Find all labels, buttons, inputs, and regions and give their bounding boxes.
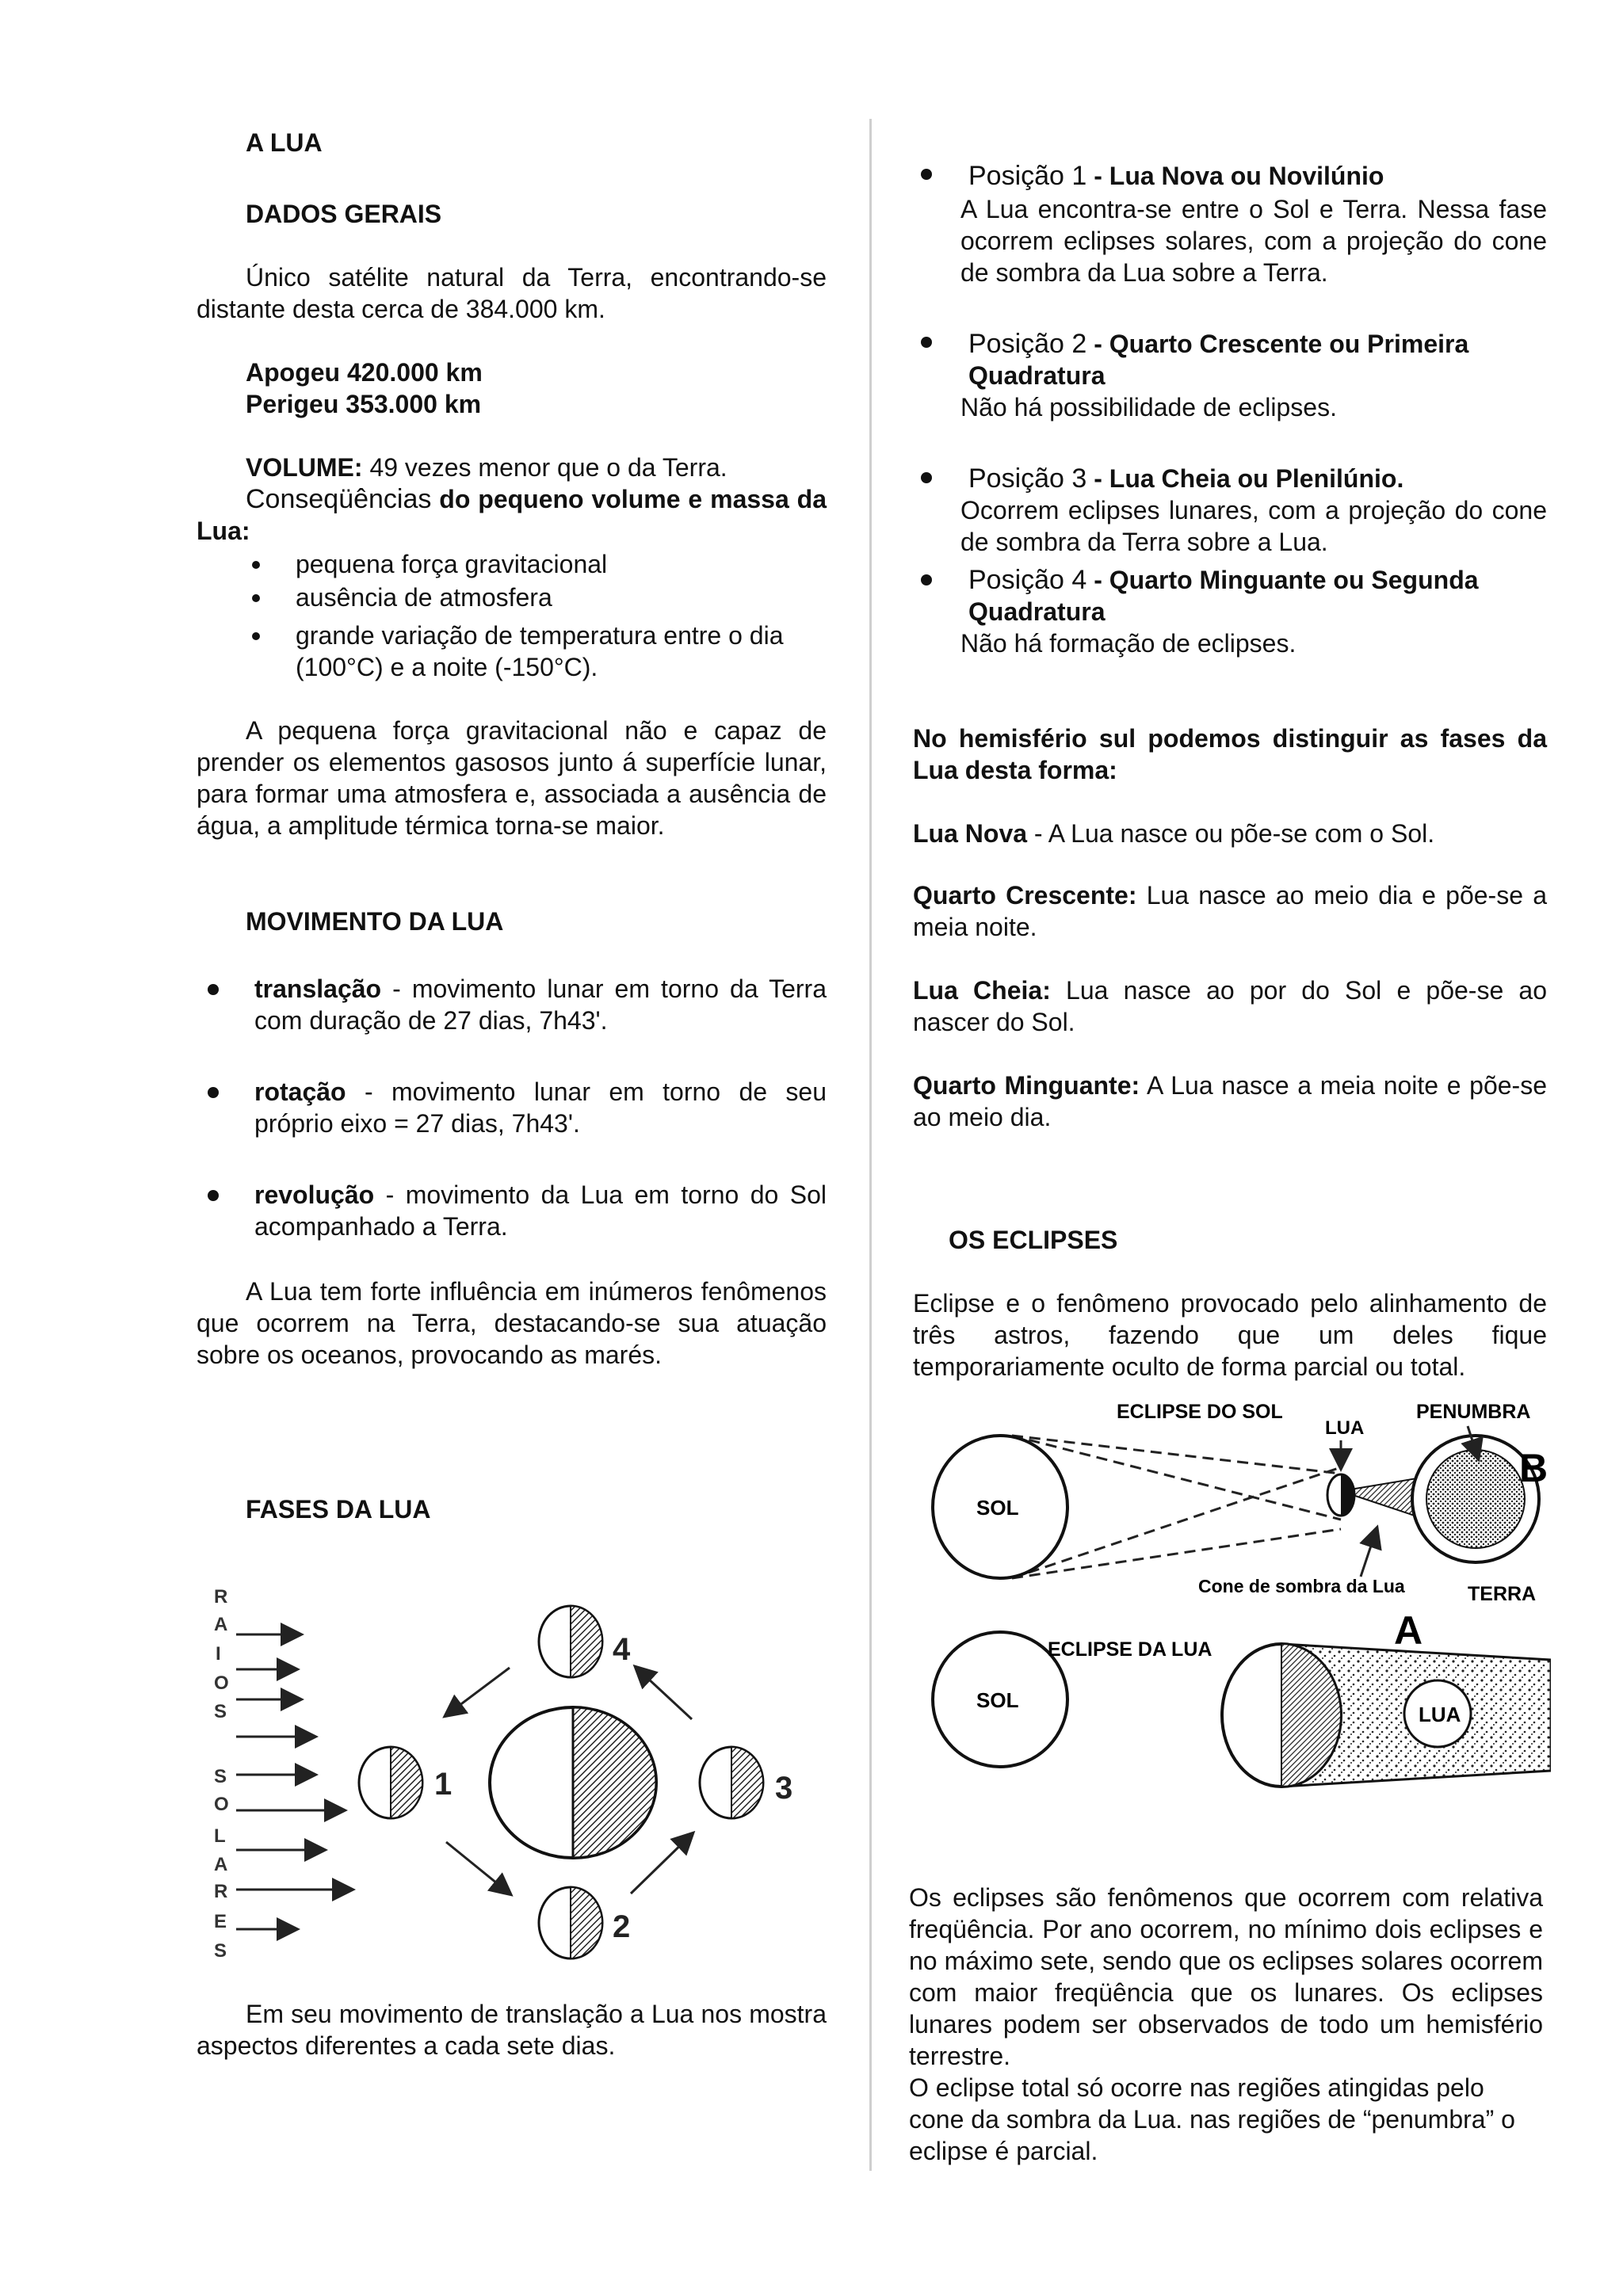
eclipses-intro: Eclipse e o fenômeno provocado pelo alinhamento de três astros, fazendo que um deles fique temporariamente oculto de forma parcial ou total. xyxy=(913,1289,1547,1381)
sun-label: SOL xyxy=(976,1688,1019,1712)
consequencias-line xyxy=(197,483,827,547)
raios-letter: S xyxy=(214,1701,227,1722)
phase-number: 3 xyxy=(775,1771,793,1806)
raios-letter: R xyxy=(214,1881,228,1902)
position-2-text: Não há possibilidade de eclipses. xyxy=(960,393,1337,421)
raios-letter: R xyxy=(214,1586,228,1608)
eclipses-frequency-paragraph: Os eclipses são fenômenos que ocorrem com relativa freqüência. Por ano ocorrem, no mínimo dois eclipses e no máximo sete, sendo que os eclipses solares ocorrem com maior freqüência que os lunares. Os eclipses lunares podem ser observados de todo um hemisfério terrestre. xyxy=(909,1883,1543,2070)
phase-number: 4 xyxy=(613,1632,631,1667)
cone-label: Cone de sombra da Lua xyxy=(1198,1576,1405,1596)
moon-label: LUA xyxy=(1419,1703,1461,1726)
bullet-item: ausência de atmosfera xyxy=(296,583,552,612)
consequencias-word: Conseqüências xyxy=(246,484,432,514)
bullet-item: grande variação de temperatura entre o dia (100°C) e a noite (-150°C). xyxy=(296,621,784,681)
moon-position-1-icon xyxy=(359,1747,422,1818)
position-title: - Quarto Minguante ou Segunda Quadratura xyxy=(968,566,1479,626)
raios-letter: S xyxy=(214,1940,227,1962)
position-title: - Quarto Crescente ou Primeira Quadratura xyxy=(968,330,1469,390)
phase-number: 2 xyxy=(613,1909,631,1944)
movimento-heading: MOVIMENTO DA LUA xyxy=(246,907,504,936)
phase-name: Lua Nova xyxy=(913,819,1028,848)
hemisferio-heading: No hemisfério sul podemos distinguir as fases da Lua desta forma: xyxy=(913,724,1547,784)
movement-text: - movimento lunar em torno da Terra com duração de 27 dias, 7h43'. xyxy=(254,974,827,1035)
phase-quarto-minguante xyxy=(913,1070,1547,1133)
earth-icon xyxy=(1222,1644,1341,1787)
raios-letter: A xyxy=(214,1614,228,1635)
position-2-title xyxy=(968,328,1547,391)
movement-term: rotação xyxy=(254,1077,346,1106)
fases-heading: FASES DA LUA xyxy=(246,1495,431,1524)
tides-paragraph: A Lua tem forte influência em inúmeros fenômenos que ocorrem na Terra, destacando-se sua atuação sobre os oceanos, provocando as marés. xyxy=(197,1277,827,1369)
movement-text: - movimento lunar em torno de seu próprio eixo = 27 dias, 7h43'. xyxy=(254,1077,827,1138)
position-3-title xyxy=(968,463,1403,494)
label-a: A xyxy=(1394,1608,1423,1653)
dados-gerais-heading: DADOS GERAIS xyxy=(246,200,442,228)
bullet-item: pequena força gravitacional xyxy=(296,550,608,578)
raios-letter: A xyxy=(214,1854,228,1875)
eclipse-sol-label: ECLIPSE DO SOL xyxy=(1117,1402,1283,1423)
gravity-paragraph: A pequena força gravitacional não e capaz de prender os elementos gasosos junto á superfície lunar, para formar uma atmosfera e, associada a ausência de água, a amplitude térmica torna-se maior. xyxy=(197,716,827,840)
lunar-eclipse-illustration xyxy=(933,1608,1551,1787)
intro-paragraph: Único satélite natural da Terra, encontrando-se distante desta cerca de 384.000 km. xyxy=(197,263,827,323)
phase-name: Lua Cheia: xyxy=(913,976,1051,1005)
translation-paragraph: Em seu movimento de translação a Lua nos mostra aspectos diferentes a cada sete dias. xyxy=(197,2000,827,2060)
bullet-dot xyxy=(921,169,932,180)
phase-number: 1 xyxy=(434,1767,453,1802)
eclipse-lua-label: ECLIPSE DA LUA xyxy=(1048,1638,1212,1661)
phase-quarto-crescente xyxy=(913,879,1547,943)
apogeu-text: Apogeu 420.000 km xyxy=(246,358,483,387)
eclipses-total-paragraph: O eclipse total só ocorre nas regiões atingidas pelo cone da sombra da Lua. nas regiões de “penumbra” o eclipse é parcial. xyxy=(909,2073,1515,2165)
position-prefix: Posição 3 xyxy=(968,463,1087,494)
penumbra-label: PENUMBRA xyxy=(1416,1402,1531,1423)
moon-label: LUA xyxy=(1325,1417,1365,1439)
sun-rays-arrows xyxy=(236,1634,351,1929)
moon-icon xyxy=(1327,1474,1354,1516)
position-prefix: Posição 1 xyxy=(968,161,1087,191)
bullet-dot xyxy=(921,574,932,585)
raios-letter: I xyxy=(216,1643,221,1665)
bullet-dot xyxy=(208,1190,219,1201)
bullet-dot xyxy=(252,561,260,569)
raios-letter: O xyxy=(214,1672,229,1694)
phase-name: Quarto Crescente: xyxy=(913,881,1137,910)
earth-icon xyxy=(490,1707,656,1858)
earth-label: TERRA xyxy=(1468,1583,1537,1605)
phase-name: Quarto Minguante: xyxy=(913,1071,1140,1100)
position-4-title xyxy=(968,564,1547,627)
bullet-dot xyxy=(208,1087,219,1098)
eclipse-diagram xyxy=(909,1402,1551,1791)
volume-line xyxy=(246,452,727,483)
raios-solares-label xyxy=(214,1586,229,1962)
raios-letter: L xyxy=(214,1825,226,1847)
moon-position-2-icon xyxy=(539,1887,602,1958)
phase-lua-nova xyxy=(913,818,1547,849)
eclipses-heading: OS ECLIPSES xyxy=(949,1226,1118,1254)
moon-position-4-icon xyxy=(539,1606,602,1677)
moon-position-3-icon xyxy=(700,1747,763,1818)
bullet-dot xyxy=(921,337,932,348)
movement-term: translação xyxy=(254,974,382,1003)
phase-text: Lua nasce ao meio dia e põe-se a meia noite. xyxy=(913,881,1547,941)
phase-text: - A Lua nasce ou põe-se com o Sol. xyxy=(1027,819,1435,848)
movement-term: revolução xyxy=(254,1180,375,1209)
movement-text: - movimento da Lua em torno do Sol acompanhado a Terra. xyxy=(254,1180,827,1241)
position-1-title xyxy=(968,160,1384,192)
volume-text: 49 vezes menor que o da Terra. xyxy=(362,453,727,482)
movement-item xyxy=(254,1076,827,1139)
position-3-text: Ocorrem eclipses lunares, com a projeção do cone de sombra da Terra sobre a Lua. xyxy=(960,496,1547,556)
solar-eclipse-illustration xyxy=(933,1402,1548,1605)
moon-icon xyxy=(1404,1680,1471,1747)
bullet-dot xyxy=(208,984,219,995)
perigeu-text: Perigeu 353.000 km xyxy=(246,390,482,418)
sun-label: SOL xyxy=(976,1496,1019,1520)
position-prefix: Posição 4 xyxy=(968,565,1087,595)
movement-item xyxy=(254,973,827,1036)
consequencias-rest: do pequeno volume e massa da Lua: xyxy=(197,485,827,545)
bullet-dot xyxy=(921,472,932,483)
phase-text: A Lua nasce a meia noite e põe-se ao meio dia. xyxy=(913,1071,1548,1131)
bullet-dot xyxy=(252,632,260,640)
label-b: B xyxy=(1519,1446,1549,1490)
raios-letter: E xyxy=(214,1911,227,1932)
position-1-text: A Lua encontra-se entre o Sol e Terra. Nessa fase ocorrem eclipses solares, com a projeção do cone de sombra da Lua sobre a Terra. xyxy=(960,195,1547,287)
position-title: - Lua Nova ou Novilúnio xyxy=(1086,162,1384,190)
phase-text: Lua nasce ao por do Sol e põe-se ao nascer do Sol. xyxy=(913,976,1548,1036)
position-prefix: Posição 2 xyxy=(968,329,1087,359)
bullet-dot xyxy=(252,594,260,602)
position-4-text: Não há formação de eclipses. xyxy=(960,629,1296,658)
position-title: - Lua Cheia ou Plenilúnio. xyxy=(1086,464,1404,493)
raios-letter: O xyxy=(214,1794,229,1815)
page-title: A LUA xyxy=(246,128,323,157)
column-divider xyxy=(869,119,872,2171)
moon-phases-diagram xyxy=(197,1581,831,1977)
movement-item xyxy=(254,1179,827,1242)
volume-label: VOLUME: xyxy=(246,453,363,482)
raios-letter: S xyxy=(214,1766,227,1787)
phase-lua-cheia xyxy=(913,974,1547,1038)
cone-pointer-arrow xyxy=(1361,1529,1377,1577)
